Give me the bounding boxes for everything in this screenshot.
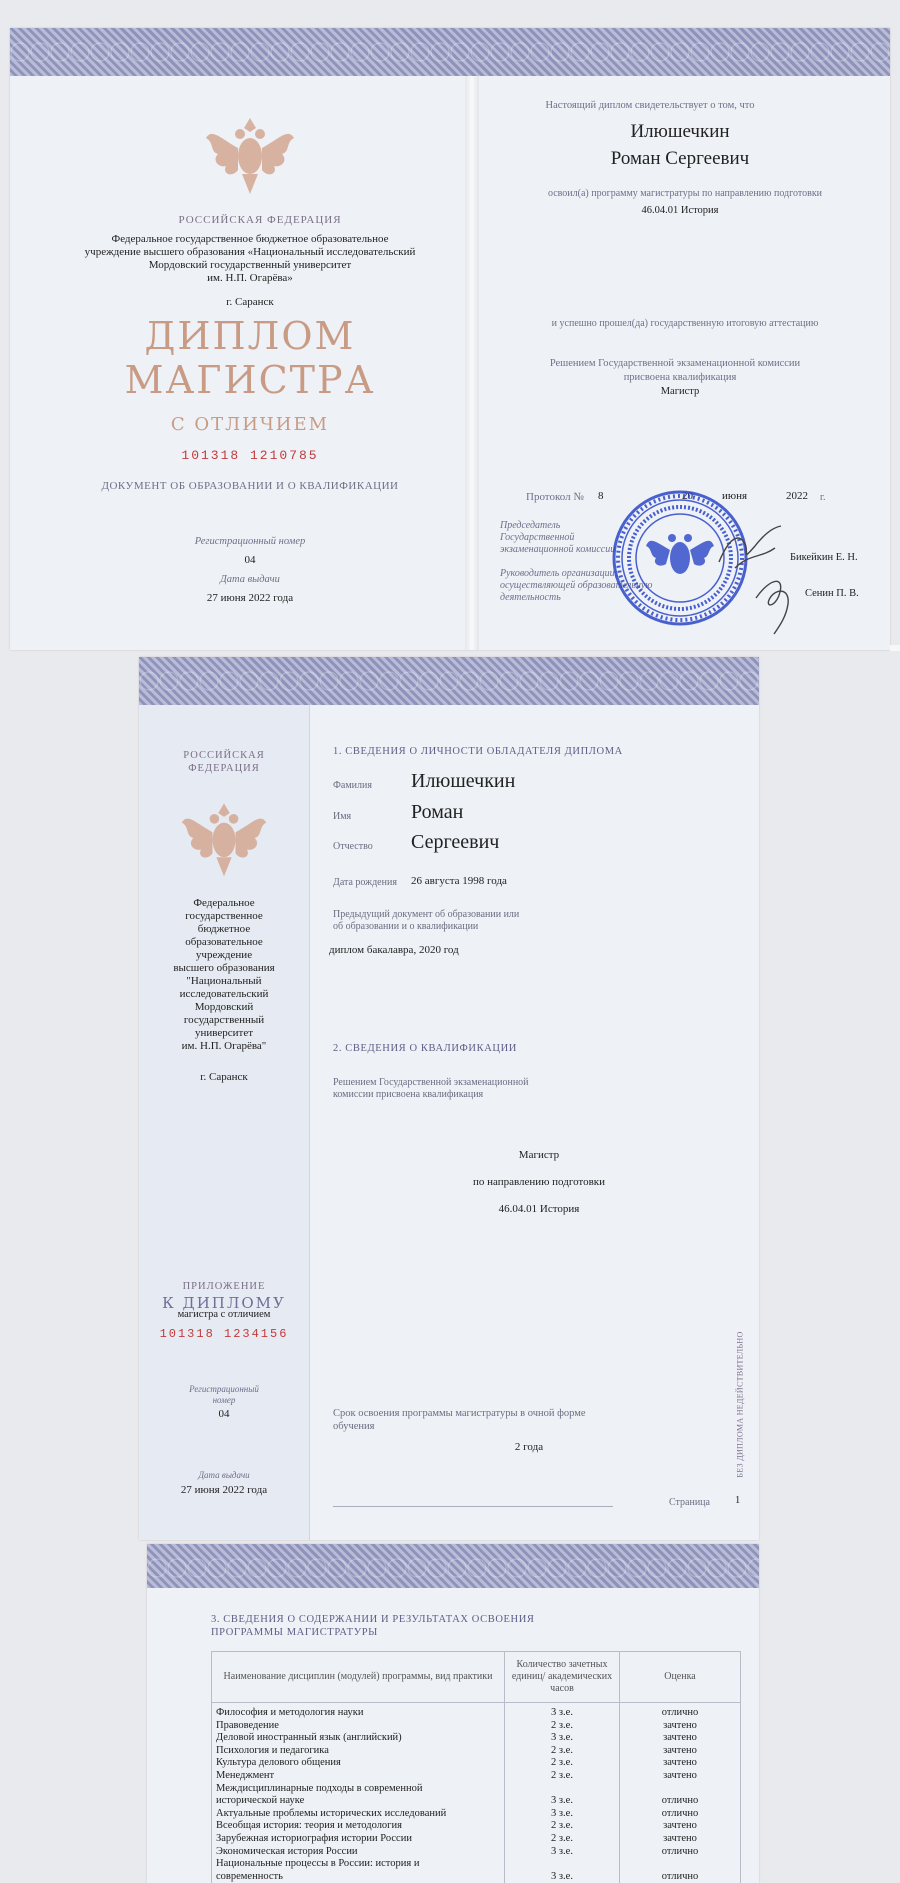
head-label-line: осуществляющей образовательную bbox=[500, 580, 653, 591]
table-row bbox=[212, 1757, 741, 1770]
table-row bbox=[212, 1703, 741, 1720]
cert-intro: Настоящий диплом свидетельствует о том, что bbox=[545, 100, 755, 111]
grade-cell: зачтено bbox=[620, 1745, 741, 1758]
decision-label-line: Решением Государственной экзаменационной bbox=[333, 1077, 529, 1088]
coat-of-arms-icon bbox=[200, 108, 300, 200]
table-row bbox=[212, 1720, 741, 1733]
table-row bbox=[212, 1808, 741, 1821]
signature-line bbox=[333, 1506, 613, 1507]
credits-cell: 2 з.е. bbox=[505, 1757, 620, 1770]
university-line: образовательное bbox=[185, 936, 263, 948]
protocol-day: 20 bbox=[682, 490, 693, 502]
grade-cell: отлично bbox=[620, 1846, 741, 1859]
patronymic-value: Сергеевич bbox=[411, 831, 500, 853]
cover-country: РОССИЙСКАЯ ФЕДЕРАЦИЯ bbox=[178, 214, 342, 226]
appendix-title: К ДИПЛОМУ bbox=[162, 1294, 286, 1312]
ornamental-band bbox=[139, 657, 759, 705]
grade-cell bbox=[620, 1858, 741, 1871]
discipline-cell: Психология и педагогика bbox=[212, 1745, 505, 1758]
appendix-label: ПРИЛОЖЕНИЕ bbox=[182, 1281, 266, 1292]
discipline-cell: Зарубежная историография истории России bbox=[212, 1833, 505, 1846]
discipline-cell: Правоведение bbox=[212, 1720, 505, 1733]
signature-head-icon bbox=[750, 568, 800, 638]
appendix-qualification: Магистр bbox=[518, 1149, 560, 1161]
grade-cell: зачтено bbox=[620, 1770, 741, 1783]
protocol-number: 8 bbox=[598, 490, 604, 502]
table-row bbox=[212, 1732, 741, 1745]
chair-label bbox=[500, 520, 615, 556]
table-row bbox=[212, 1833, 741, 1846]
name-label: Имя bbox=[333, 811, 352, 822]
credits-cell: 3 з.е. bbox=[505, 1732, 620, 1745]
credits-cell: 3 з.е. bbox=[505, 1808, 620, 1821]
credits-cell bbox=[505, 1858, 620, 1871]
university-line: бюджетное bbox=[197, 923, 251, 935]
cover-issue-date: 27 июня 2022 года bbox=[206, 592, 294, 604]
protocol-year-suffix: г. bbox=[820, 492, 826, 503]
cover-university bbox=[60, 233, 440, 285]
section3-line: ПРОГРАММЫ МАГИСТРАТУРЫ bbox=[211, 1627, 378, 1638]
university-line: государственное bbox=[185, 910, 263, 922]
scroll-edge bbox=[890, 645, 900, 651]
appendix-serial: 101318 1234156 bbox=[159, 1327, 289, 1341]
university-line: Мордовский государственный университет bbox=[148, 259, 352, 271]
grade-cell: зачтено bbox=[620, 1833, 741, 1846]
chair-label-line: Председатель bbox=[500, 520, 561, 531]
discipline-cell: Междисциплинарные подходы в современной bbox=[212, 1783, 505, 1796]
page-label: Страница bbox=[669, 1497, 710, 1508]
university-line: государственный bbox=[183, 1014, 265, 1026]
col-header-credits: Количество зачетных единиц/ академических часов bbox=[505, 1652, 620, 1703]
ornamental-band bbox=[147, 1544, 759, 1588]
cert-decision-2: присвоена квалификация bbox=[623, 372, 737, 383]
country-line: ФЕДЕРАЦИЯ bbox=[188, 763, 260, 774]
head-label-line: деятельность bbox=[500, 592, 561, 603]
table-row bbox=[212, 1858, 741, 1871]
credits-cell: 3 з.е. bbox=[505, 1871, 620, 1883]
discipline-cell: Деловой иностранный язык (английский) bbox=[212, 1732, 505, 1745]
discipline-cell: современность bbox=[212, 1871, 505, 1883]
prev-doc-label-line: об образовании и о квалификации bbox=[333, 921, 479, 932]
credits-cell: 3 з.е. bbox=[505, 1846, 620, 1859]
surname-value: Илюшечкин bbox=[411, 770, 516, 792]
cert-name: Роман Сергеевич bbox=[610, 148, 750, 169]
table-row bbox=[212, 1783, 741, 1796]
head-label-line: Руководитель организации, bbox=[500, 568, 618, 579]
credits-cell bbox=[505, 1783, 620, 1796]
grade-cell: отлично bbox=[620, 1703, 741, 1720]
section3-heading bbox=[211, 1613, 535, 1639]
decision-label-line: комиссии присвоена квалификация bbox=[333, 1089, 484, 1100]
credits-cell: 2 з.е. bbox=[505, 1833, 620, 1846]
credits-cell: 2 з.е. bbox=[505, 1820, 620, 1833]
side-note: БЕЗ ДИПЛОМА НЕДЕЙСТВИТЕЛЬНО bbox=[735, 1331, 745, 1478]
table-row bbox=[212, 1871, 741, 1883]
credits-cell: 2 з.е. bbox=[505, 1720, 620, 1733]
university-line: "Национальный bbox=[186, 975, 262, 987]
university-line: исследовательский bbox=[179, 988, 269, 1000]
cover-reg-label: Регистрационный номер bbox=[194, 536, 306, 547]
grade-cell: зачтено bbox=[620, 1732, 741, 1745]
term-label-line: обучения bbox=[333, 1421, 375, 1432]
surname-label: Фамилия bbox=[333, 780, 372, 791]
cert-passed: и успешно прошел(да) государственную итоговую аттестацию bbox=[551, 318, 819, 329]
grades-table bbox=[211, 1651, 741, 1883]
direction-label: по направлению подготовки bbox=[472, 1176, 606, 1188]
appendix-reg-number: 04 bbox=[218, 1408, 230, 1420]
university-line: Федеральное bbox=[193, 897, 255, 909]
credits-cell: 3 з.е. bbox=[505, 1795, 620, 1808]
section3-line: 3. СВЕДЕНИЯ О СОДЕРЖАНИИ И РЕЗУЛЬТАТАХ ОСВОЕНИЯ bbox=[211, 1614, 535, 1625]
results-sheet bbox=[147, 1544, 759, 1883]
cover-title-line2: МАГИСТРА bbox=[124, 358, 376, 402]
cert-surname: Илюшечкин bbox=[630, 121, 730, 142]
cert-program: 46.04.01 История bbox=[641, 205, 719, 216]
appendix-issue-date: 27 июня 2022 года bbox=[180, 1484, 268, 1496]
university-line: учреждение bbox=[195, 949, 253, 961]
cover-serial: 101318 1210785 bbox=[181, 448, 319, 463]
grade-cell: зачтено bbox=[620, 1757, 741, 1770]
col-header-grade: Оценка bbox=[620, 1652, 741, 1703]
cert-decision-1: Решением Государственной экзаменационной комиссии bbox=[549, 358, 801, 369]
chair-label-line: Государственной bbox=[500, 532, 575, 543]
grade-cell: отлично bbox=[620, 1795, 741, 1808]
patronymic-label: Отчество bbox=[333, 841, 373, 852]
discipline-cell: Всеобщая история: теория и методология bbox=[212, 1820, 505, 1833]
credits-cell: 3 з.е. bbox=[505, 1703, 620, 1720]
col-header-discipline: Наименование дисциплин (модулей) программы, вид практики bbox=[212, 1652, 505, 1703]
protocol-month: июня bbox=[722, 490, 748, 502]
university-line: учреждение высшего образования «Национальный исследовательский bbox=[84, 246, 416, 258]
credits-cell: 2 з.е. bbox=[505, 1770, 620, 1783]
term-label bbox=[333, 1407, 586, 1433]
grade-cell: отлично bbox=[620, 1808, 741, 1821]
prev-doc-label bbox=[333, 909, 519, 933]
chair-name: Бикейкин Е. Н. bbox=[790, 552, 858, 563]
cover-city: г. Саранск bbox=[226, 296, 274, 308]
discipline-cell: Менеджмент bbox=[212, 1770, 505, 1783]
discipline-cell: Актуальные проблемы исторических исследований bbox=[212, 1808, 505, 1821]
decision-label bbox=[333, 1077, 529, 1101]
table-row bbox=[212, 1770, 741, 1783]
appendix-university bbox=[149, 897, 299, 1053]
protocol-year: 2022 bbox=[786, 490, 808, 502]
cover-reg-number: 04 bbox=[244, 554, 256, 566]
appendix-issue-label: Дата выдачи bbox=[198, 1470, 250, 1480]
head-name: Сенин П. В. bbox=[805, 588, 859, 599]
term-label-line: Срок освоения программы магистратуры в очной форме bbox=[333, 1408, 586, 1419]
discipline-cell: Философия и методология науки bbox=[212, 1703, 505, 1720]
dob-value: 26 августа 1998 года bbox=[411, 875, 507, 887]
university-line: им. Н.П. Огарёва" bbox=[181, 1040, 267, 1052]
name-value: Роман bbox=[411, 801, 464, 823]
grade-cell: зачтено bbox=[620, 1820, 741, 1833]
page-number: 1 bbox=[735, 1495, 741, 1506]
table-row bbox=[212, 1846, 741, 1859]
university-line: им. Н.П. Огарёва» bbox=[207, 272, 293, 284]
discipline-cell: Национальные процессы в России: история и bbox=[212, 1858, 505, 1871]
prev-doc-value: диплом бакалавра, 2020 год bbox=[329, 944, 459, 956]
chair-label-line: экзаменационной комиссии bbox=[500, 544, 616, 555]
grade-cell: отлично bbox=[620, 1871, 741, 1883]
grades-body bbox=[212, 1703, 741, 1883]
university-line: высшего образования bbox=[173, 962, 275, 974]
grade-cell bbox=[620, 1783, 741, 1796]
country-line: РОССИЙСКАЯ bbox=[183, 750, 265, 761]
credits-cell: 2 з.е. bbox=[505, 1745, 620, 1758]
discipline-cell: Экономическая история России bbox=[212, 1846, 505, 1859]
university-line: Федеральное государственное бюджетное образовательное bbox=[111, 233, 389, 245]
side-note-wrap bbox=[729, 1331, 745, 1482]
dob-label: Дата рождения bbox=[333, 877, 397, 888]
discipline-cell: Культура делового общения bbox=[212, 1757, 505, 1770]
table-row bbox=[212, 1795, 741, 1808]
university-line: Мордовский bbox=[194, 1001, 254, 1013]
table-row bbox=[212, 1820, 741, 1833]
diploma-cover-sheet bbox=[10, 28, 890, 650]
table-row bbox=[212, 1745, 741, 1758]
coat-of-arms-icon bbox=[176, 792, 272, 884]
appendix-reg-label bbox=[159, 1384, 289, 1406]
appendix-subtitle: магистра с отличием bbox=[177, 1309, 271, 1320]
page-fold bbox=[465, 76, 479, 650]
university-line: университет bbox=[194, 1027, 254, 1039]
reg-label-line: номер bbox=[212, 1395, 236, 1405]
protocol-label: Протокол № bbox=[526, 491, 584, 503]
reg-label-line: Регистрационный bbox=[189, 1384, 259, 1394]
appendix-country bbox=[159, 749, 289, 775]
cover-doc-type: ДОКУМЕНТ ОБ ОБРАЗОВАНИИ И О КВАЛИФИКАЦИИ bbox=[101, 480, 399, 492]
cover-issue-label: Дата выдачи bbox=[220, 574, 280, 585]
appendix-city: г. Саранск bbox=[200, 1071, 248, 1083]
cover-honors: С ОТЛИЧИЕМ bbox=[170, 414, 330, 435]
cert-mastered: освоил(а) программу магистратуры по направлению подготовки bbox=[547, 188, 823, 199]
cert-qualification: Магистр bbox=[660, 386, 700, 397]
section2-heading: 2. СВЕДЕНИЯ О КВАЛИФИКАЦИИ bbox=[333, 1043, 517, 1054]
discipline-cell: исторической науке bbox=[212, 1795, 505, 1808]
term-value: 2 года bbox=[514, 1441, 544, 1453]
cover-title-line1: ДИПЛОМ bbox=[144, 314, 356, 358]
appendix-program: 46.04.01 История bbox=[498, 1203, 580, 1215]
grade-cell: зачтено bbox=[620, 1720, 741, 1733]
prev-doc-label-line: Предыдущий документ об образовании или bbox=[333, 909, 520, 920]
appendix-sheet bbox=[139, 657, 759, 1540]
ornamental-band bbox=[10, 28, 890, 76]
section1-heading: 1. СВЕДЕНИЯ О ЛИЧНОСТИ ОБЛАДАТЕЛЯ ДИПЛОМА bbox=[333, 746, 623, 757]
